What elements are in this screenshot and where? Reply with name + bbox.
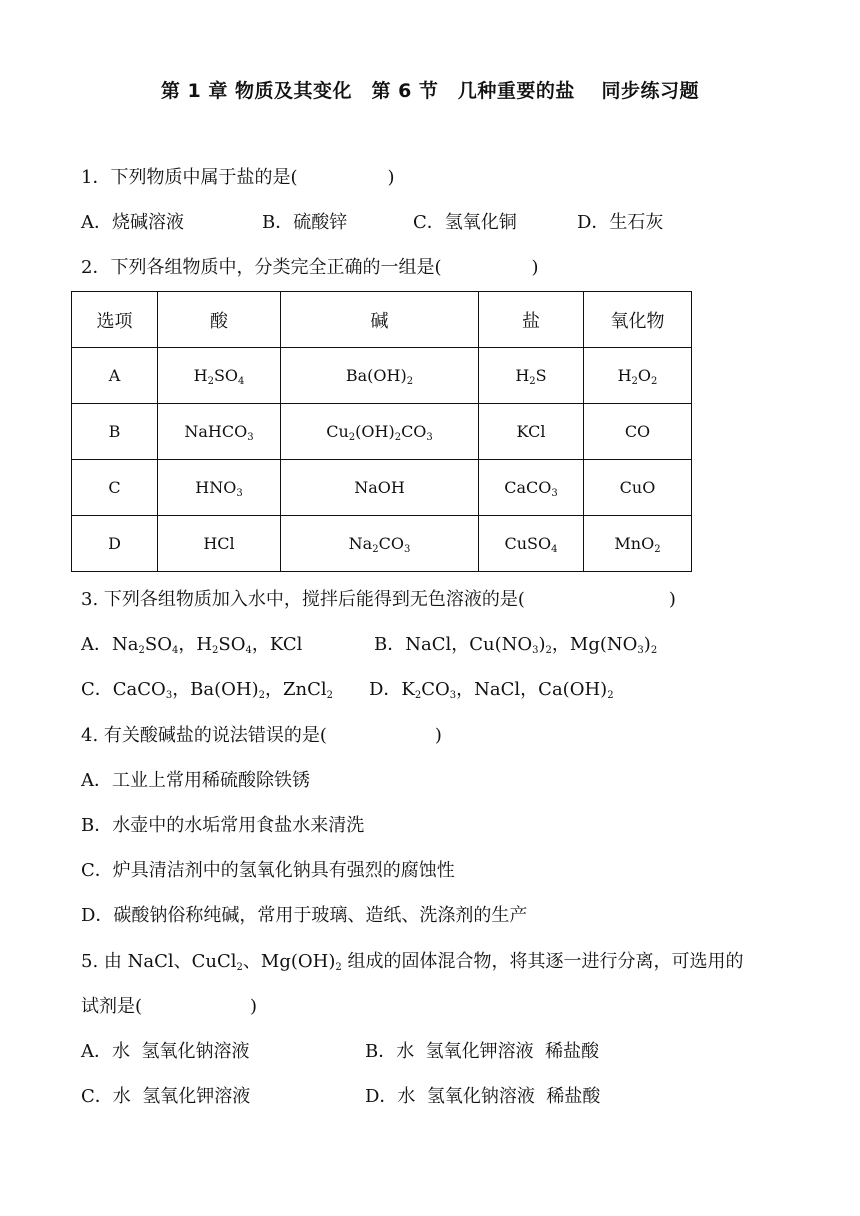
salt-cell: CaCO$_3$ [479,460,584,516]
q5-option-b: B．水 氢氧化钾溶液 稀盐酸 [365,1041,600,1062]
q4-option-a: A．工业上常用稀硫酸除铁锈 [81,770,310,791]
q3-option-d: D．$K_2CO_3$，NaCl，$Ca(OH)_2$ [369,679,614,701]
row-option: D [72,516,158,572]
table-header-row [72,292,692,348]
table-row [72,516,692,572]
oxide-cell: CuO [584,460,692,516]
row-option: A [72,348,158,404]
q1-option-d: D．生石灰 [577,212,664,233]
base-cell: $Ba(OH)_2$ [281,348,479,404]
q4-option-b: B．水壶中的水垢常用食盐水来清洗 [81,815,365,836]
q5-option-d: D．水 氢氧化钠溶液 稀盐酸 [365,1086,601,1107]
page-title: 第 1 章 物质及其变化 第 6 节 几种重要的盐 同步练习题 [160,80,700,102]
acid-cell: $HNO_3$ [158,460,281,516]
question-2-stem: 2．下列各组物质中，分类完全正确的一组是( ) [81,257,539,278]
q4-option-d: D．碳酸钠俗称纯碱，常用于玻璃、造纸、洗涤剂的生产 [81,905,528,926]
question-3-stem: 3. 下列各组物质加入水中，搅拌后能得到无色溶液的是( ) [81,589,676,610]
header-salt: 盐 [479,292,584,348]
q1-option-c: C．氢氧化铜 [413,212,517,233]
base-cell: NaOH [281,460,479,516]
acid-cell: HCl [158,516,281,572]
q5-option-a: A．水 氢氧化钠溶液 [81,1041,250,1062]
header-base: 碱 [281,292,479,348]
question-5-stem-line-1: 5. 由 NaCl、CuCl$_2$、$Mg(OH)_2$ 组成的固体混合物，将其逐一进行分离，可选用的 [81,951,744,973]
base-cell: $Cu_2(OH)_2CO_3$ [281,404,479,460]
acid-cell: $H_2SO_4$ [158,348,281,404]
header-oxide: 氧化物 [584,292,692,348]
question-1-stem: 1．下列物质中属于盐的是( ) [81,167,395,188]
header-acid: 酸 [158,292,281,348]
classification-table [71,291,692,572]
oxide-cell: MnO$_2$ [584,516,692,572]
q4-option-c: C．炉具清洁剂中的氢氧化钠具有强烈的腐蚀性 [81,860,455,881]
salt-cell: $H_2S$ [479,348,584,404]
q3-option-a: A．$Na_2SO_4$，$H_2SO_4$，KCl [81,634,303,656]
row-option: C [72,460,158,516]
base-cell: $Na_2CO_3$ [281,516,479,572]
question-4-stem: 4. 有关酸碱盐的说法错误的是( ) [81,725,442,746]
table-row [72,460,692,516]
salt-cell: CuSO$_4$ [479,516,584,572]
salt-cell: KCl [479,404,584,460]
question-5-stem-line-2: 试剂是( ) [81,996,258,1017]
table-row [72,404,692,460]
q3-option-c: C．CaCO$_3$，$Ba(OH)_2$，ZnCl$_2$ [81,679,334,701]
row-option: B [72,404,158,460]
acid-cell: NaHCO$_3$ [158,404,281,460]
table-row [72,348,692,404]
q1-option-a: A．烧碱溶液 [81,212,184,233]
q3-option-b: B．NaCl，$Cu(NO_3)_2$，$Mg(NO_3)_2$ [374,634,658,656]
q5-option-c: C．水 氢氧化钾溶液 [81,1086,251,1107]
oxide-cell: $H_2O_2$ [584,348,692,404]
header-option: 选项 [72,292,158,348]
oxide-cell: CO [584,404,692,460]
q1-option-b: B．硫酸锌 [262,212,348,233]
